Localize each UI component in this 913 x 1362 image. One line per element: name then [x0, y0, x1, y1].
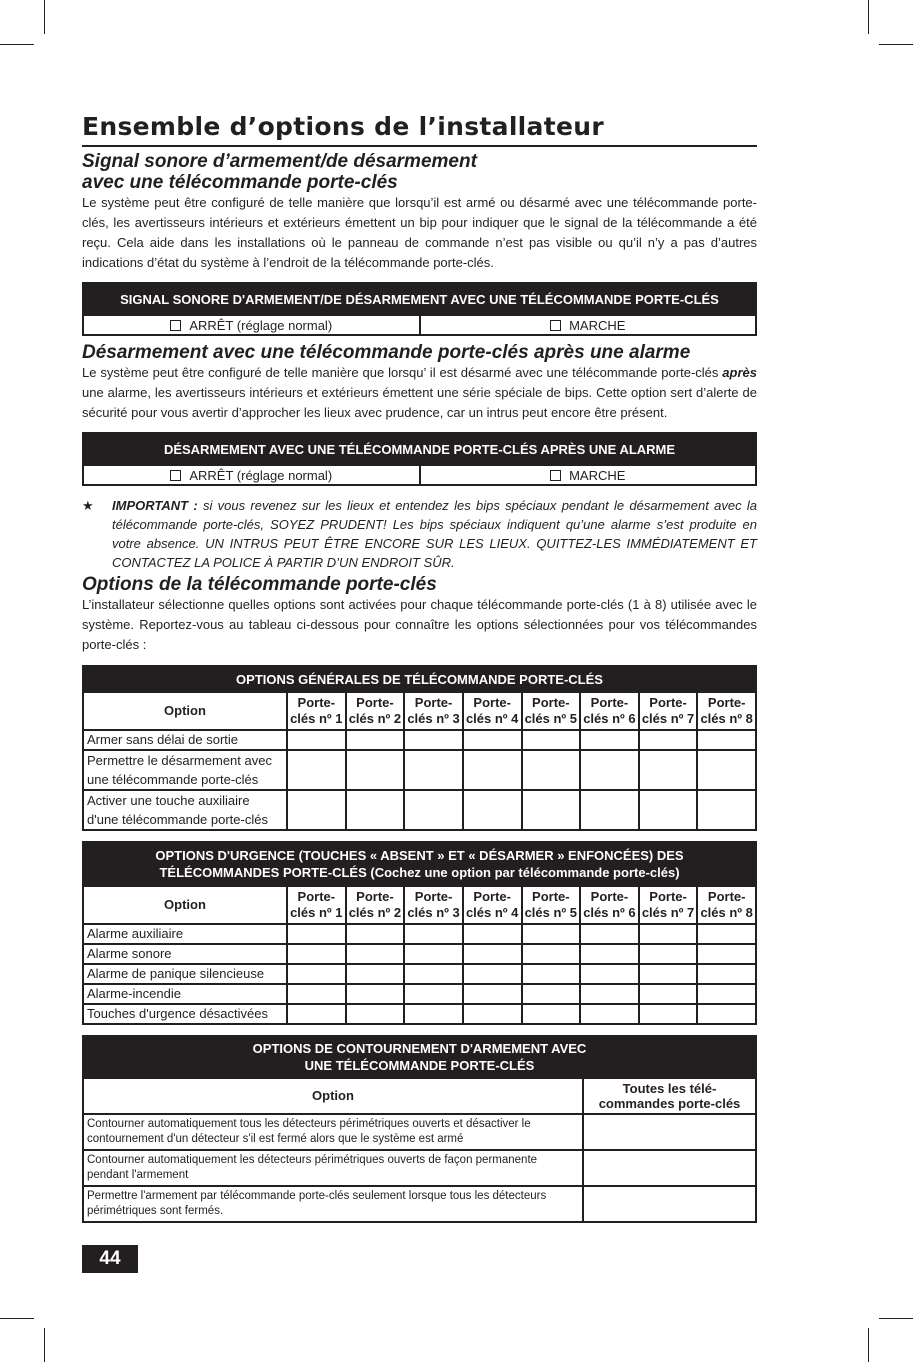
important-body: si vous revenez sur les lieux et entendez les bips spéciaux pendant le désarmement avec la télécommande porte-clés, SOYEZ PRUDENT! Les bips spéciaux indiquent qu’une alarme s’est produite en votre absence. UN INTRUS PEUT ÊTRE ENCORE SUR LES LIEUX. QUITTEZ-LES IMMÉDIATEMENT ET CONTACTEZ LA POLICE À PARTIR D’UN ENDROIT SÛR.: [112, 498, 757, 570]
crop-mark: [44, 0, 45, 34]
fob-cell[interactable]: [463, 944, 522, 964]
fob-cell[interactable]: [697, 944, 756, 964]
option-on-cell[interactable]: [420, 315, 757, 335]
table-row: [83, 1150, 756, 1186]
table-row: [83, 924, 756, 944]
fob-cell[interactable]: [639, 984, 698, 1004]
row-label: Alarme de panique silencieuse: [83, 964, 287, 984]
fob-cell[interactable]: [463, 790, 522, 830]
column-header-fob: Porte- clés nº 7: [639, 692, 698, 730]
fob-cell[interactable]: [404, 730, 463, 750]
column-header-fob: Porte- clés nº 8: [697, 692, 756, 730]
star-icon: ★: [82, 498, 94, 513]
section-heading-line: Signal sonore d’armement/de désarmement: [82, 151, 477, 172]
row-label: Activer une touche auxiliaire d'une télécommande porte-clés: [83, 790, 287, 830]
row-label: Permettre l'armement par télécommande porte-clés seulement lorsque tous les détecteurs périmétriques sont fermés.: [83, 1186, 583, 1222]
fob-cell[interactable]: [522, 730, 581, 750]
column-header-fob: Porte- clés nº 3: [404, 886, 463, 924]
page-content: [82, 112, 757, 1223]
row-label: Armer sans délai de sortie: [83, 730, 287, 750]
section-body: [82, 363, 757, 423]
important-label: IMPORTANT :: [112, 498, 198, 513]
crop-mark: [879, 44, 913, 45]
table-header: OPTIONS D'URGENCE (TOUCHES « ABSENT » ET « DÉSARMER » ENFONCÉES) DES TÉLÉCOMMANDES PORTE-CLÉS (Cochez une option par télécommande porte-clés): [83, 842, 756, 886]
option-label: ARRÊT (réglage normal): [189, 317, 333, 333]
fob-cell[interactable]: [697, 1004, 756, 1024]
option-label: MARCHE: [569, 467, 626, 483]
row-label: Touches d'urgence désactivées: [83, 1004, 287, 1024]
column-header-fob: Porte- clés nº 5: [522, 886, 581, 924]
row-label: Alarme auxiliaire: [83, 924, 287, 944]
fob-cell[interactable]: [287, 730, 346, 750]
fob-cell[interactable]: [463, 964, 522, 984]
column-header-fob: Porte- clés nº 7: [639, 886, 698, 924]
column-header-fob: Porte- clés nº 1: [287, 692, 346, 730]
fob-cell[interactable]: [522, 750, 581, 790]
fob-cell[interactable]: [404, 984, 463, 1004]
column-header-fob: Porte- clés nº 1: [287, 886, 346, 924]
crop-mark: [879, 1318, 913, 1319]
table-row: [83, 1114, 756, 1150]
fob-cell[interactable]: [639, 964, 698, 984]
column-header-option: Option: [83, 1078, 583, 1114]
option-on-cell[interactable]: [420, 465, 757, 485]
fob-cell[interactable]: [697, 984, 756, 1004]
fob-cell[interactable]: [639, 924, 698, 944]
row-label: Alarme sonore: [83, 944, 287, 964]
fob-cell[interactable]: [346, 750, 405, 790]
fob-cell[interactable]: [404, 790, 463, 830]
fob-cell[interactable]: [463, 750, 522, 790]
fob-cell[interactable]: [522, 964, 581, 984]
page-number: 44: [82, 1245, 138, 1273]
table-header: DÉSARMEMENT AVEC UNE TÉLÉCOMMANDE PORTE-CLÉS APRÈS UNE ALARME: [83, 433, 756, 465]
important-note: [82, 496, 757, 572]
column-header-fob: Porte- clés nº 8: [697, 886, 756, 924]
fob-cell[interactable]: [287, 984, 346, 1004]
option-label: MARCHE: [569, 317, 626, 333]
table-header: OPTIONS DE CONTOURNEMENT D'ARMEMENT AVEC UNE TÉLÉCOMMANDE PORTE-CLÉS: [83, 1036, 756, 1078]
fob-cell[interactable]: [346, 964, 405, 984]
crop-mark: [0, 1318, 34, 1319]
fob-cell[interactable]: [404, 1004, 463, 1024]
fob-cell[interactable]: [639, 1004, 698, 1024]
all-fobs-cell[interactable]: [583, 1186, 756, 1222]
fob-cell[interactable]: [287, 1004, 346, 1024]
fob-cell[interactable]: [346, 790, 405, 830]
option-label: ARRÊT (réglage normal): [189, 467, 333, 483]
all-fobs-cell[interactable]: [583, 1114, 756, 1150]
fob-cell[interactable]: [580, 944, 639, 964]
fob-cell[interactable]: [346, 944, 405, 964]
table-row: [83, 944, 756, 964]
fob-cell[interactable]: [346, 730, 405, 750]
fob-cell[interactable]: [522, 790, 581, 830]
fob-cell[interactable]: [404, 944, 463, 964]
general-options-table: [82, 665, 757, 831]
checkbox-icon[interactable]: [550, 470, 561, 481]
fob-cell[interactable]: [404, 750, 463, 790]
emphasis-text: après: [722, 365, 757, 380]
fob-cell[interactable]: [580, 730, 639, 750]
column-header-fob: Porte- clés nº 4: [463, 692, 522, 730]
row-label: Alarme-incendie: [83, 984, 287, 1004]
fob-cell[interactable]: [639, 790, 698, 830]
section-heading-line: avec une télécommande porte-clés: [82, 172, 398, 193]
fob-cell[interactable]: [287, 924, 346, 944]
fob-cell[interactable]: [697, 750, 756, 790]
fob-cell[interactable]: [287, 750, 346, 790]
fob-cell[interactable]: [522, 944, 581, 964]
column-header-fob: Porte- clés nº 5: [522, 692, 581, 730]
fob-cell[interactable]: [580, 1004, 639, 1024]
fob-cell[interactable]: [463, 984, 522, 1004]
body-text: Le système peut être configuré de telle manière que lorsqu’ il est désarmé avec une télécommande porte-clés: [82, 365, 723, 380]
column-header-fob: Porte- clés nº 6: [580, 692, 639, 730]
fob-cell[interactable]: [522, 984, 581, 1004]
fob-cell[interactable]: [463, 730, 522, 750]
fob-cell[interactable]: [697, 924, 756, 944]
crop-mark: [44, 1328, 45, 1362]
column-header-option: Option: [83, 692, 287, 730]
bypass-options-table: [82, 1035, 757, 1223]
section-heading: Options de la télécommande porte-clés: [82, 574, 437, 595]
checkbox-icon[interactable]: [170, 470, 181, 481]
column-header-fob: Porte- clés nº 3: [404, 692, 463, 730]
table-header: OPTIONS GÉNÉRALES DE TÉLÉCOMMANDE PORTE-CLÉS: [83, 666, 756, 692]
all-fobs-cell[interactable]: [583, 1150, 756, 1186]
fob-cell[interactable]: [463, 924, 522, 944]
row-label: Contourner automatiquement les détecteurs périmétriques ouverts de façon permanente pendant l'armement: [83, 1150, 583, 1186]
arming-beep-table: [82, 282, 757, 336]
section-heading: Désarmement avec une télécommande porte-clés après une alarme: [82, 342, 691, 363]
column-header-option: Option: [83, 886, 287, 924]
column-header-fob: Porte- clés nº 6: [580, 886, 639, 924]
fob-cell[interactable]: [287, 944, 346, 964]
table-row: [83, 730, 756, 750]
fob-cell[interactable]: [346, 924, 405, 944]
section-body: L’installateur sélectionne quelles options sont activées pour chaque télécommande porte-clés (1 à 8) utilisée avec le système. Reportez-vous au tableau ci-dessous pour connaître les options sélectionnées pour vos télécommandes porte-clés :: [82, 597, 757, 652]
column-header-fob: Porte- clés nº 4: [463, 886, 522, 924]
column-header-fob: Porte- clés nº 2: [346, 886, 405, 924]
fob-cell[interactable]: [463, 1004, 522, 1024]
important-text: [112, 496, 757, 572]
table-row: [83, 750, 756, 790]
checkbox-icon[interactable]: [550, 320, 561, 331]
section-heading: [82, 151, 757, 193]
row-label: Permettre le désarmement avec une télécommande porte-clés: [83, 750, 287, 790]
fob-cell[interactable]: [580, 790, 639, 830]
checkbox-icon[interactable]: [170, 320, 181, 331]
column-header-fob: Porte- clés nº 2: [346, 692, 405, 730]
fob-cell[interactable]: [404, 924, 463, 944]
column-header-all-fobs: Toutes les télé- commandes porte-clés: [583, 1078, 756, 1114]
table-row: [83, 984, 756, 1004]
table-row: [83, 964, 756, 984]
fob-cell[interactable]: [697, 964, 756, 984]
fob-cell[interactable]: [287, 964, 346, 984]
crop-mark: [0, 44, 34, 45]
fob-cell[interactable]: [639, 750, 698, 790]
fob-cell[interactable]: [580, 750, 639, 790]
fob-cell[interactable]: [287, 790, 346, 830]
fob-cell[interactable]: [404, 964, 463, 984]
fob-cell[interactable]: [580, 964, 639, 984]
fob-cell[interactable]: [346, 984, 405, 1004]
crop-mark: [868, 0, 869, 34]
page-title: Ensemble d’options de l’installateur: [82, 112, 757, 147]
table-row: [83, 1186, 756, 1222]
crop-mark: [868, 1328, 869, 1362]
fob-cell[interactable]: [697, 730, 756, 750]
row-label: Contourner automatiquement tous les détecteurs périmétriques ouverts et désactiver le contournement d'un détecteur s'il est fermé alors que le système est armé: [83, 1114, 583, 1150]
fob-cell[interactable]: [346, 1004, 405, 1024]
fob-cell[interactable]: [522, 1004, 581, 1024]
fob-cell[interactable]: [580, 924, 639, 944]
option-off-cell[interactable]: [83, 465, 420, 485]
table-row: [83, 1004, 756, 1024]
fob-cell[interactable]: [697, 790, 756, 830]
emergency-options-table: [82, 841, 757, 1025]
alarm-disarm-table: [82, 432, 757, 486]
fob-cell[interactable]: [639, 944, 698, 964]
body-text: une alarme, les avertisseurs intérieurs et extérieurs émettent une série spéciale de bips. Cette option sert d’alerte de sécurité pour vous avertir d’approcher les lieux avec prudence, car un intrus peut encore être présent.: [82, 385, 757, 420]
table-header: SIGNAL SONORE D'ARMEMENT/DE DÉSARMEMENT AVEC UNE TÉLÉCOMMANDE PORTE-CLÉS: [83, 283, 756, 315]
option-off-cell[interactable]: [83, 315, 420, 335]
fob-cell[interactable]: [639, 730, 698, 750]
table-row: [83, 790, 756, 830]
fob-cell[interactable]: [522, 924, 581, 944]
fob-cell[interactable]: [580, 984, 639, 1004]
section-body: Le système peut être configuré de telle manière que lorsqu’il est armé ou désarmé avec une télécommande porte-clés, les avertisseurs intérieurs et extérieurs émettent un bip pour indiquer que le signal de la télécommande a été reçu. Cela aide dans les installations où le panneau de commande n’est pas visible ou qu’il n’y a pas d’autres indications d’état du système à l’endroit de la télécommande porte-clés.: [82, 195, 757, 270]
